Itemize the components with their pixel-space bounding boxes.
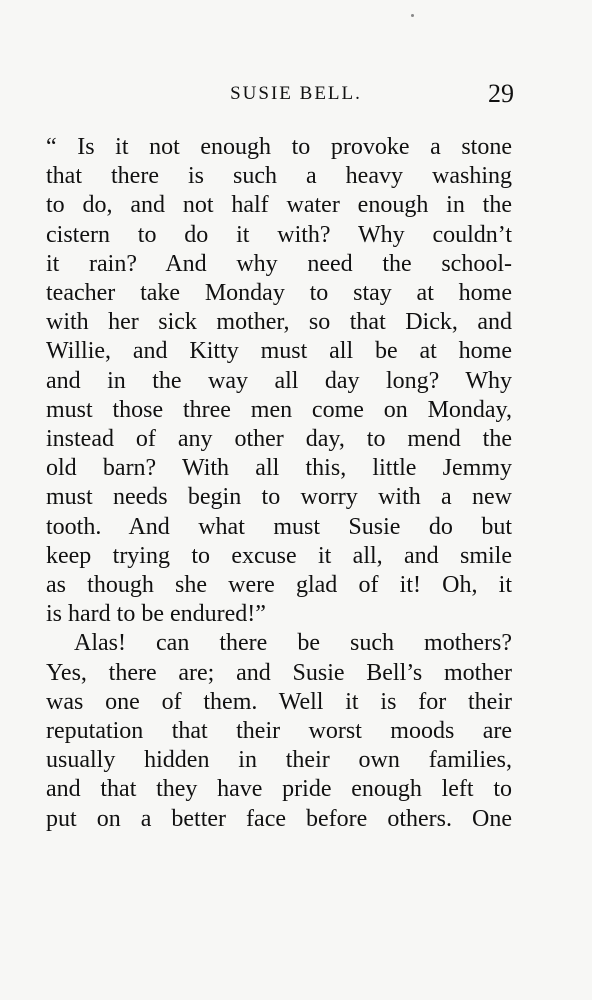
text-line: keep trying to excuse it all, and smile: [46, 542, 512, 569]
text-line: it rain? And why need the school-: [46, 250, 512, 277]
text-line: Willie, and Kitty must all be at home: [46, 338, 512, 365]
text-line: and in the way all day long? Why: [46, 367, 512, 394]
text-line: put on a better face before others. One: [46, 805, 512, 832]
text-line: is hard to be endured!”: [46, 601, 266, 628]
text-line: was one of them. Well it is for their: [46, 688, 512, 715]
text-line: and that they have pride enough left to: [46, 776, 512, 803]
text-line: must needs begin to worry with a new: [46, 484, 512, 511]
running-title: SUSIE BELL.: [230, 83, 362, 104]
text-line: as though she were glad of it! Oh, it: [46, 572, 512, 599]
text-line: cistern to do it with? Why couldn’t: [46, 221, 512, 248]
paragraph: [46, 629, 512, 833]
page-number: 29: [488, 79, 514, 108]
text-line: to do, and not half water enough in the: [46, 192, 512, 219]
paper-speck: [411, 14, 414, 17]
text-line: instead of any other day, to mend the: [46, 426, 512, 453]
text-line: Yes, there are; and Susie Bell’s mother: [46, 659, 512, 686]
text-line: Alas! can there be such mothers?: [74, 630, 512, 657]
paragraph: [46, 133, 512, 629]
body-text: [46, 133, 512, 834]
text-line: must those three men come on Monday,: [46, 396, 512, 423]
text-line: with her sick mother, so that Dick, and: [46, 309, 512, 336]
text-line: that there is such a heavy washing: [46, 163, 512, 190]
text-line: teacher take Monday to stay at home: [46, 280, 512, 307]
text-line: “ Is it not enough to provoke a stone: [46, 134, 512, 160]
text-line: old barn? With all this, little Jemmy: [46, 455, 512, 482]
text-line: reputation that their worst moods are: [46, 718, 512, 745]
text-line: usually hidden in their own families,: [46, 747, 512, 774]
text-line: tooth. And what must Susie do but: [46, 513, 512, 540]
